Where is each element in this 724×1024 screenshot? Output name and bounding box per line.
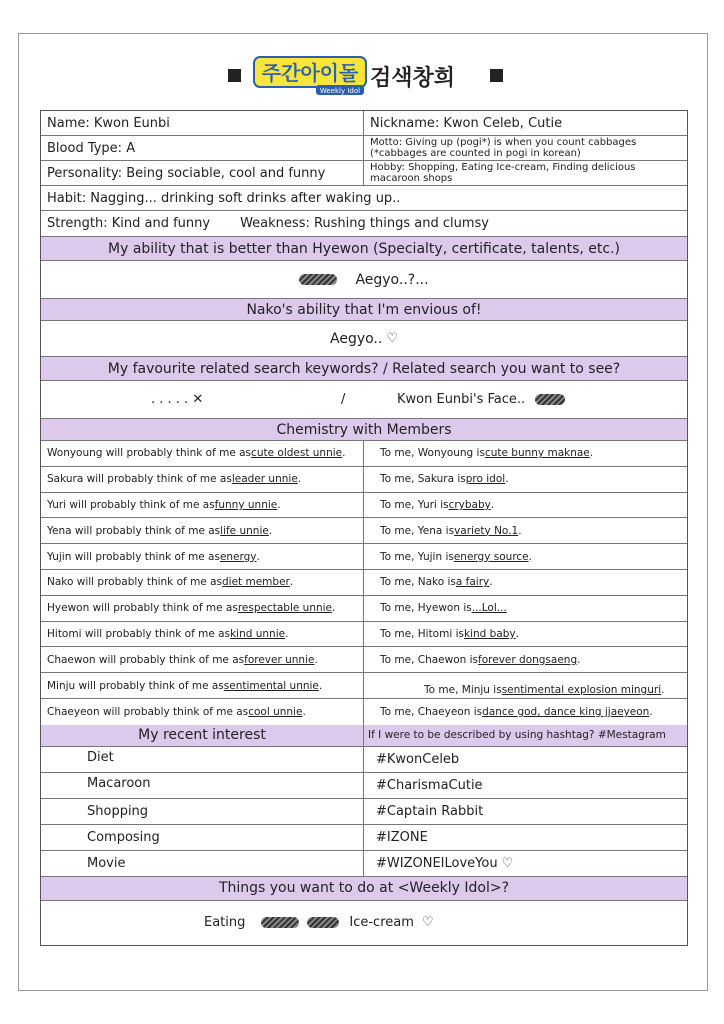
chem-right-value: pro idol bbox=[465, 473, 506, 486]
chemistry-row bbox=[41, 647, 687, 673]
motto-field: Motto: Giving up (pogi*) is when you count cabbages (*cabbages are counted in pogi in korean) bbox=[370, 137, 637, 159]
chem-right-suffix: . bbox=[661, 683, 665, 696]
interest-item: Composing bbox=[41, 825, 364, 850]
chem-left-prefix: Yujin will probably think of me as bbox=[47, 550, 220, 563]
ability-answer-row bbox=[41, 261, 687, 299]
chem-right-suffix: . bbox=[490, 498, 495, 511]
personality-field: Personality: Being sociable, cool and funny bbox=[41, 161, 364, 185]
document-header bbox=[200, 47, 530, 107]
chem-right-prefix: To me, Hyewon is bbox=[380, 602, 472, 615]
chemistry-row bbox=[41, 441, 687, 467]
chem-right-suffix: . bbox=[589, 447, 594, 460]
chemistry-heading-row bbox=[41, 419, 687, 441]
chemistry-rows bbox=[41, 441, 687, 725]
row-habit bbox=[41, 186, 687, 211]
chem-left-suffix: . bbox=[318, 679, 323, 692]
chem-right-value: dance god, dance king jjaeyeon bbox=[482, 705, 650, 718]
weekly-icecream-text: Ice-cream bbox=[349, 915, 414, 931]
heart-icon: ♡ bbox=[421, 915, 434, 931]
envy-answer-text: Aegyo.. bbox=[330, 330, 383, 347]
ability-heading-row bbox=[41, 237, 687, 261]
chem-left-value: life unnie bbox=[220, 524, 269, 537]
chem-left-suffix: . bbox=[332, 602, 336, 615]
chem-right-suffix: . bbox=[649, 705, 653, 718]
chemistry-row bbox=[41, 544, 687, 570]
chemistry-row bbox=[41, 596, 687, 622]
row-blood bbox=[41, 136, 687, 161]
blood-type-field: Blood Type: A bbox=[41, 136, 364, 160]
chem-left-suffix: . bbox=[256, 550, 260, 563]
weakness-text: Weakness: Rushing things and clumsy bbox=[240, 216, 489, 231]
weekly-answer-row bbox=[41, 901, 687, 945]
chem-left-prefix: Yena will probably think of me as bbox=[47, 524, 221, 537]
weekly-heading-row bbox=[41, 877, 687, 901]
chem-right-value: a fairy bbox=[455, 576, 490, 589]
search-heading-row bbox=[41, 357, 687, 381]
strength-text: Strength: Kind and funny bbox=[47, 216, 211, 231]
chem-right-suffix: . bbox=[528, 550, 532, 563]
chemistry-heading: Chemistry with Members bbox=[276, 421, 452, 438]
chemistry-left bbox=[41, 544, 364, 569]
chem-left-value: cute oldest unnie bbox=[251, 447, 343, 460]
chem-right-suffix: . bbox=[518, 524, 522, 537]
hashtag-item: #WIZONEILoveYou bbox=[376, 855, 498, 871]
envy-heading: Nako's ability that I'm envious of! bbox=[246, 301, 482, 318]
hashtag-item: #Captain Rabbit bbox=[376, 803, 484, 819]
chem-left-value: leader unnie bbox=[231, 473, 298, 486]
chem-left-value: sentimental unnie bbox=[223, 679, 319, 692]
search-right-answer: Kwon Eunbi's Face.. bbox=[397, 392, 526, 407]
chem-left-value: kind unnie bbox=[230, 627, 286, 640]
hashtag-heading: If I were to be described by using hashtag? #Mestagram bbox=[368, 729, 666, 742]
interest-item: Movie bbox=[41, 851, 364, 876]
nickname-field: Nickname: Kwon Celeb, Cutie bbox=[370, 115, 563, 131]
chem-left-prefix: Chaeyeon will probably think of me as bbox=[47, 705, 249, 718]
scribble-mark bbox=[535, 394, 565, 405]
chemistry-right bbox=[364, 544, 687, 569]
heart-icon: ♡ bbox=[501, 855, 514, 871]
chem-right-value: kind baby bbox=[463, 627, 516, 640]
chemistry-row bbox=[41, 518, 687, 544]
envy-answer bbox=[41, 321, 687, 356]
chem-left-suffix: . bbox=[268, 524, 273, 537]
chemistry-left bbox=[41, 493, 364, 518]
search-answer bbox=[41, 381, 687, 418]
interest-row bbox=[41, 851, 687, 877]
logo-text: 주간아이돌 bbox=[261, 61, 359, 85]
chem-right-prefix: To me, Wonyoung is bbox=[380, 447, 485, 460]
heart-icon: ♡ bbox=[386, 331, 398, 346]
chem-right-value: ...Lol... bbox=[471, 602, 507, 615]
chem-right-prefix: To me, Chaewon is bbox=[380, 653, 479, 666]
scribble-mark bbox=[307, 917, 339, 928]
chemistry-right bbox=[364, 570, 687, 595]
chemistry-right bbox=[364, 622, 687, 647]
chem-left-value: forever unnie bbox=[244, 653, 315, 666]
hashtag-item: #KwonCeleb bbox=[376, 751, 460, 767]
weekly-heading: Things you want to do at <Weekly Idol>? bbox=[218, 880, 510, 897]
chem-right-value: variety No.1 bbox=[454, 524, 519, 537]
search-heading: My favourite related search keywords? / Related search you want to see? bbox=[107, 360, 621, 377]
chemistry-right bbox=[364, 467, 687, 492]
chem-left-suffix: . bbox=[342, 447, 346, 460]
chem-left-prefix: Yuri will probably think of me as bbox=[47, 498, 215, 511]
chem-right-value: energy source bbox=[453, 550, 529, 563]
chem-right-prefix: To me, Yujin is bbox=[380, 550, 454, 563]
chemistry-left bbox=[41, 699, 364, 725]
chem-right-value: cute bunny maknae bbox=[484, 447, 590, 460]
row-name bbox=[41, 111, 687, 136]
chemistry-right bbox=[364, 699, 687, 725]
chemistry-row bbox=[41, 699, 687, 725]
envy-heading-row bbox=[41, 299, 687, 321]
search-slash: / bbox=[341, 392, 346, 407]
hashtag-item: #IZONE bbox=[376, 829, 428, 845]
chemistry-left bbox=[41, 596, 364, 621]
chem-left-prefix: Chaewon will probably think of me as bbox=[47, 653, 245, 666]
chem-right-suffix: . bbox=[505, 473, 509, 486]
interest-row bbox=[41, 825, 687, 851]
header-square-left bbox=[228, 69, 241, 82]
interest-row bbox=[41, 799, 687, 825]
chemistry-row bbox=[41, 570, 687, 596]
chemistry-left bbox=[41, 647, 364, 672]
chem-left-prefix: Nako will probably think of me as bbox=[47, 576, 222, 589]
chem-left-suffix: . bbox=[289, 576, 294, 589]
hashtag-cell bbox=[364, 851, 687, 876]
search-left-answer: . . . . . ✕ bbox=[151, 392, 204, 407]
interest-item: Shopping bbox=[41, 799, 364, 824]
chem-left-prefix: Wonyoung will probably think of me as bbox=[47, 447, 252, 460]
chem-left-prefix: Hyewon will probably think of me as bbox=[47, 602, 238, 615]
chem-right-suffix: . bbox=[577, 653, 581, 666]
chem-left-value: diet member bbox=[222, 576, 290, 589]
interest-row bbox=[41, 773, 687, 799]
chemistry-left bbox=[41, 467, 364, 492]
chemistry-right bbox=[364, 441, 687, 466]
chem-left-value: energy bbox=[219, 550, 257, 563]
chem-left-prefix: Hitomi will probably think of me as bbox=[47, 627, 231, 640]
chem-left-value: cool unnie bbox=[248, 705, 303, 718]
chemistry-row bbox=[41, 622, 687, 648]
chemistry-left bbox=[41, 518, 364, 543]
chemistry-right bbox=[364, 493, 687, 518]
header-square-right bbox=[490, 69, 503, 82]
chem-right-prefix: To me, Minju is bbox=[424, 683, 502, 696]
chem-left-prefix: Minju will probably think of me as bbox=[47, 679, 224, 692]
hobby-field: Hobby: Shopping, Eating Ice-cream, Finding delicious macaroon shops bbox=[370, 162, 636, 184]
chem-left-value: respectable unnie bbox=[237, 602, 332, 615]
chem-right-prefix: To me, Hitomi is bbox=[380, 627, 464, 640]
chemistry-right bbox=[364, 518, 687, 543]
header-title: 검색창희 bbox=[370, 66, 456, 91]
chem-right-prefix: To me, Chaeyeon is bbox=[380, 705, 483, 718]
chem-right-prefix: To me, Sakura is bbox=[380, 473, 466, 486]
search-answer-row bbox=[41, 381, 687, 419]
chemistry-right bbox=[364, 647, 687, 672]
chem-right-prefix: To me, Nako is bbox=[380, 576, 456, 589]
chem-right-suffix: . bbox=[489, 576, 493, 589]
chem-left-suffix: . bbox=[297, 473, 302, 486]
chemistry-right bbox=[364, 596, 687, 621]
interest-heading-row bbox=[41, 725, 687, 747]
chemistry-row bbox=[41, 493, 687, 519]
scribble-mark bbox=[261, 917, 299, 928]
ability-answer bbox=[41, 261, 687, 298]
name-field: Name: Kwon Eunbi bbox=[41, 111, 364, 135]
habit-field: Habit: Nagging... drinking soft drinks after waking up.. bbox=[47, 190, 401, 206]
chem-left-suffix: . bbox=[277, 498, 281, 511]
envy-answer-row bbox=[41, 321, 687, 357]
chem-left-suffix: . bbox=[302, 705, 306, 718]
chem-left-prefix: Sakura will probably think of me as bbox=[47, 473, 232, 486]
chem-right-prefix: To me, Yena is bbox=[380, 524, 455, 537]
chemistry-left bbox=[41, 673, 364, 698]
chem-left-suffix: . bbox=[314, 653, 318, 666]
chemistry-left bbox=[41, 570, 364, 595]
row-personality bbox=[41, 161, 687, 186]
hashtag-item: #CharismaCutie bbox=[376, 777, 483, 793]
logo-subtext: Weekly Idol bbox=[319, 87, 361, 95]
weekly-idol-logo bbox=[252, 51, 370, 97]
profile-form bbox=[40, 110, 688, 946]
interest-heading: My recent interest bbox=[41, 725, 364, 746]
interest-item: Diet bbox=[41, 747, 364, 772]
strength-weakness-field bbox=[41, 211, 687, 236]
chem-right-suffix: . bbox=[515, 627, 519, 640]
chem-right-value: sentimental explosion minguri bbox=[501, 683, 662, 696]
chem-left-value: funny unnie bbox=[214, 498, 278, 511]
row-strength bbox=[41, 211, 687, 237]
chemistry-right bbox=[364, 673, 687, 698]
ability-heading: My ability that is better than Hyewon (Specialty, certificate, talents, etc.) bbox=[108, 240, 620, 257]
chemistry-row bbox=[41, 673, 687, 699]
chemistry-row bbox=[41, 467, 687, 493]
chem-right-prefix: To me, Yuri is bbox=[380, 498, 449, 511]
chem-left-suffix: . bbox=[285, 627, 289, 640]
weekly-eating-text: Eating bbox=[204, 915, 246, 931]
chem-right-value: crybaby bbox=[448, 498, 491, 511]
interest-row bbox=[41, 747, 687, 773]
ability-answer-text: Aegyo..?... bbox=[355, 271, 429, 288]
scribble-mark bbox=[299, 274, 337, 285]
chemistry-left bbox=[41, 441, 364, 466]
interest-item: Macaroon bbox=[41, 773, 364, 798]
chemistry-left bbox=[41, 622, 364, 647]
chem-right-value: forever dongsaeng bbox=[478, 653, 578, 666]
weekly-answer bbox=[41, 901, 687, 945]
